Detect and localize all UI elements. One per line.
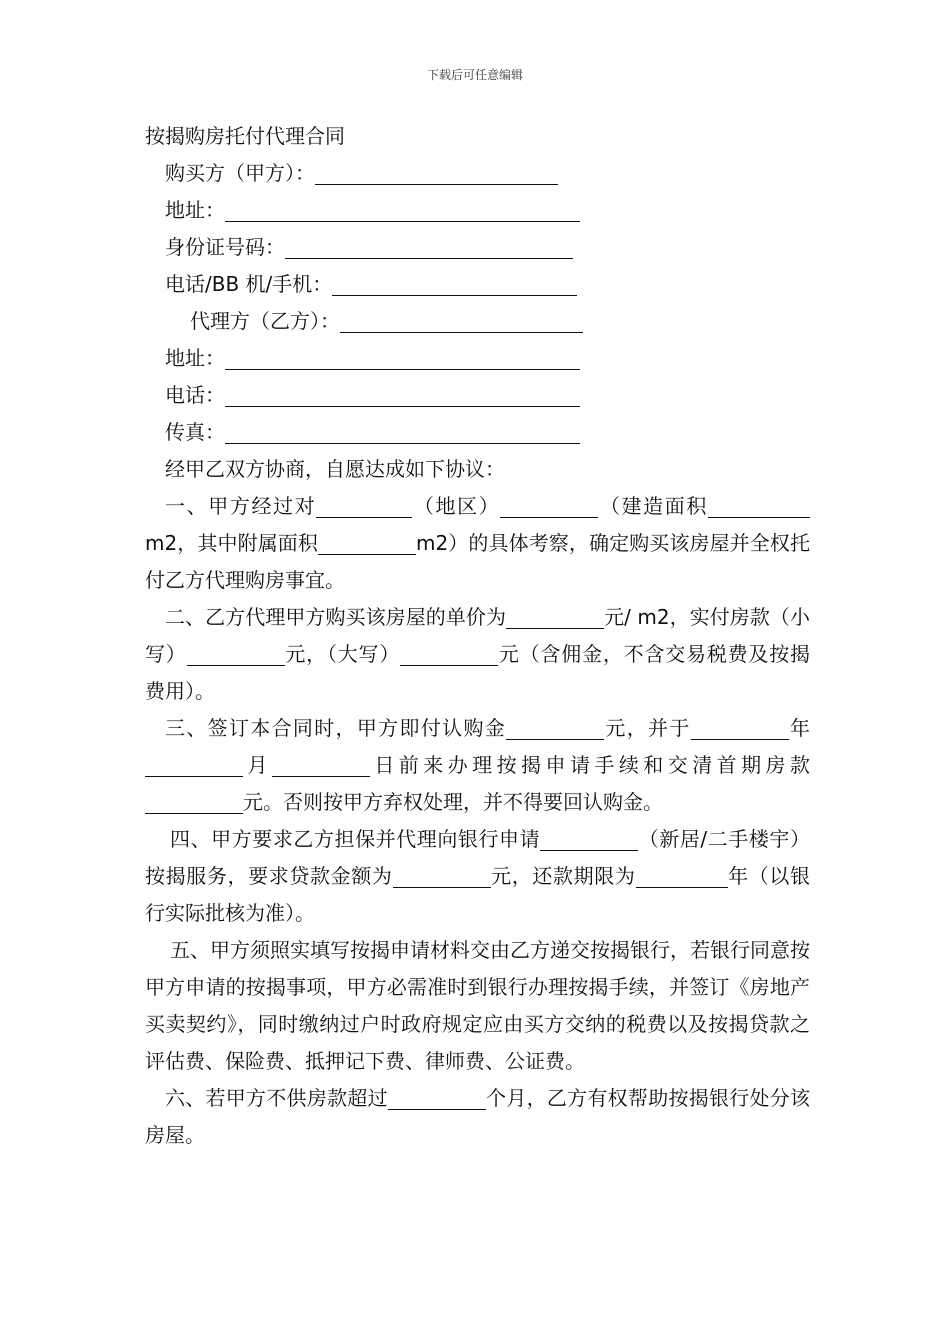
agent-label: 代理方（乙方）：	[190, 309, 340, 333]
clause-3-text: 年	[788, 716, 811, 740]
clause-2	[145, 599, 810, 710]
contract-document	[145, 118, 810, 1154]
loan-term-blank-cont	[698, 861, 728, 888]
clause-3	[145, 710, 810, 821]
page-header-note: 下载后可任意编辑	[426, 68, 523, 82]
id-number-label: 身份证号码：	[165, 235, 285, 259]
month-blank	[145, 750, 243, 777]
buyer-blank	[315, 158, 558, 185]
clause-3-text: 三、签订本合同时，甲方即付认购金	[165, 716, 507, 740]
document-title: 按揭购房托付代理合同	[145, 124, 345, 148]
months-overdue-blank	[388, 1083, 486, 1110]
year-blank-cont	[779, 713, 789, 740]
unit-price-blank	[506, 602, 604, 629]
clause-1-text: m2，其中附属面积	[145, 531, 318, 555]
clause-1-text: 一、甲方经过对	[165, 494, 317, 518]
loan-term-blank	[636, 861, 698, 888]
amount-upper-blank	[400, 639, 498, 666]
buyer-address-field	[145, 192, 810, 229]
deposit-blank	[506, 713, 604, 740]
agent-blank	[340, 306, 583, 333]
fax-blank	[225, 417, 580, 444]
property-blank	[500, 491, 598, 518]
day-blank	[272, 750, 370, 777]
buyer-label: 购买方（甲方）：	[165, 161, 315, 185]
buyer-phone-label: 电话/BB 机/手机：	[165, 272, 333, 296]
agent-phone-blank	[225, 380, 580, 407]
agent-phone-label: 电话：	[165, 383, 225, 407]
clause-2-text: 元/ m2，实付房款（小写）	[145, 605, 810, 666]
clause-1	[145, 488, 810, 599]
clause-4-text: 元，还款期限为	[490, 864, 636, 888]
clause-1-text: （建造面积	[598, 494, 709, 518]
buyer-field	[145, 155, 810, 192]
building-area-blank-cont	[792, 491, 810, 518]
id-number-field	[145, 229, 810, 266]
down-payment-blank	[145, 787, 243, 814]
agent-address-field	[145, 340, 810, 377]
year-blank	[691, 713, 779, 740]
clause-6	[145, 1080, 810, 1154]
buyer-address-blank	[225, 195, 580, 222]
ancillary-area-blank	[318, 528, 416, 555]
intro-text: 经甲乙双方协商，自愿达成如下协议：	[165, 457, 505, 481]
clause-2-text: 元（含佣金，不含交易税费及按揭费用）。	[145, 642, 811, 703]
clause-2-text: 元，（大写）	[284, 642, 401, 666]
clause-3-text: 元。否则按甲方弃权处理，并不得要回认购金。	[243, 790, 663, 814]
mortgage-type-blank	[540, 824, 638, 851]
clause-4-text: （新居/二手楼宇）按揭服务，要求贷款金额为	[145, 827, 810, 888]
buyer-phone-blank	[332, 269, 577, 296]
agent-phone-field	[145, 377, 810, 414]
clause-3-text: 月	[243, 753, 272, 777]
loan-amount-blank	[393, 861, 491, 888]
agent-field	[145, 303, 810, 340]
clause-1-text: （地区）	[412, 494, 501, 518]
agent-address-label: 地址：	[165, 346, 225, 370]
clause-2-text: 二、乙方代理甲方购买该房屋的单价为	[165, 605, 507, 629]
clause-4-text: 四、甲方要求乙方担保并代理向银行申请	[170, 827, 541, 851]
building-area-blank	[708, 491, 792, 518]
fax-label: 传真：	[165, 420, 225, 444]
clause-5: 五、甲方须照实填写按揭申请材料交由乙方递交按揭银行，若银行同意按甲方申请的按揭事项，甲方必需准时到银行办理按揭手续，并签订《房地产买卖契约》，同时缴纳过户时政府规定应由买方交纳的税费以及按揭贷款之评估费、保险费、抵押记下费、律师费、公证费。	[145, 938, 810, 1073]
clause-6-text: 六、若甲方不供房款超过	[165, 1086, 388, 1110]
clause-3-text: 元，并于	[604, 716, 691, 740]
clause-3-text: 日前来办理按揭申请手续和交清首期房款	[369, 753, 811, 777]
amount-lower-blank	[187, 639, 285, 666]
buyer-phone-field	[145, 266, 810, 303]
agent-address-blank	[225, 343, 580, 370]
clause-4-text: 年（以银行实际批核为准）。	[145, 864, 810, 925]
fax-field	[145, 414, 810, 451]
region-blank	[316, 491, 412, 518]
clause-1-text: m2）的具体考察，确定购买该房屋并全权托付乙方代理购房事宜。	[145, 531, 810, 592]
buyer-address-label: 地址：	[165, 198, 225, 222]
clause-6-text: 个月，乙方有权帮助按揭银行处分该房屋。	[145, 1086, 811, 1147]
clause-4	[145, 821, 810, 932]
id-number-blank	[285, 232, 573, 259]
